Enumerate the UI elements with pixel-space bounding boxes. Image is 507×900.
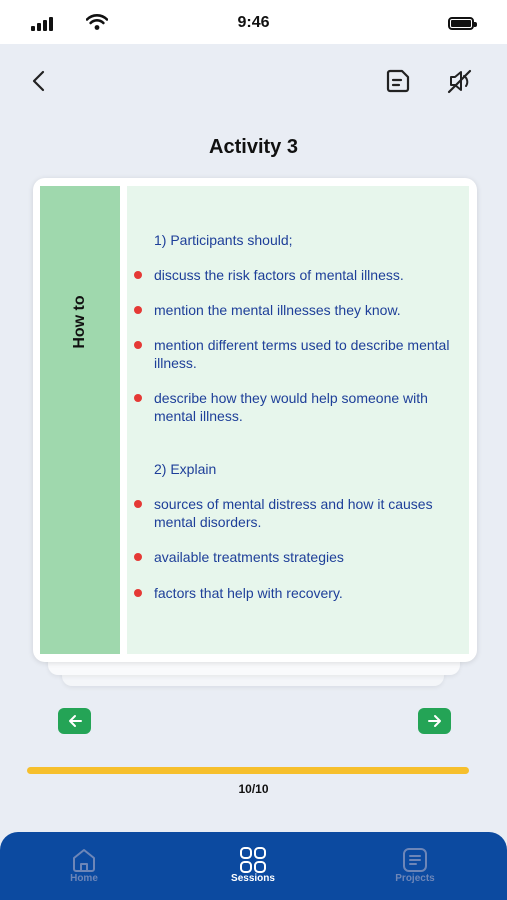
card-divider [120,186,127,654]
bullet-item: discuss the risk factors of mental illness. [154,266,462,284]
page-title: Activity 3 [209,136,298,158]
tab-projects[interactable] [355,832,475,900]
home-icon [68,846,100,874]
notes-icon [385,68,411,94]
progress-bar [27,767,469,774]
arrow-right-icon [427,714,443,728]
card-side-panel [40,186,120,654]
bullet-item: sources of mental distress and how it causes mental disorders. [154,495,462,531]
progress-label: 10/10 [238,782,269,796]
tab-label: Projects [395,873,435,884]
progress-bar-fill [27,767,469,774]
tab-label: Sessions [231,873,275,884]
document-icon [399,846,431,874]
card-side-label: How to [71,295,88,349]
notes-button[interactable] [381,64,415,98]
section-heading: 2) Explain [154,461,217,477]
activity-card [33,178,477,662]
tab-sessions[interactable] [193,832,313,900]
back-button[interactable] [24,66,54,96]
speaker-muted-icon [445,67,473,95]
bullet-item: describe how they would help someone with mental illness. [154,389,462,425]
bullet-item: available treatments strategies [154,548,462,566]
status-time: 9:46 [237,14,270,31]
section-heading: 1) Participants should; [154,232,293,248]
status-bar [0,0,507,44]
grid-icon [237,846,269,874]
tab-home[interactable] [24,832,144,900]
mute-button[interactable] [442,64,476,98]
bottom-tab-bar [0,832,507,900]
tab-label: Home [70,873,98,884]
bullet-item: mention different terms used to describe mental illness. [154,336,462,372]
next-button[interactable] [418,708,451,734]
previous-button[interactable] [58,708,91,734]
card-content [127,186,469,654]
chevron-left-icon [29,69,49,93]
bullet-item: mention the mental illnesses they know. [154,301,462,319]
arrow-left-icon [67,714,83,728]
battery-icon [448,17,474,30]
bullet-item: factors that help with recovery. [154,584,462,602]
